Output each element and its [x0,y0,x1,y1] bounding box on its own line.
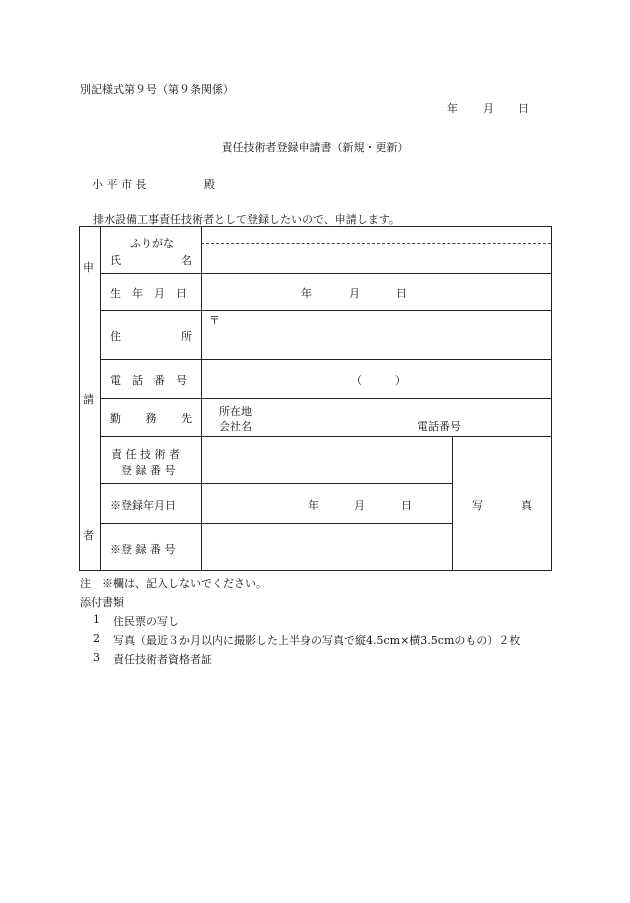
addressee-name: 小 平 市 長 [92,178,147,191]
header-date-month: 月 [483,102,494,115]
birth-day: 日 [396,287,407,300]
addressee-honorific: 殿 [204,178,215,191]
intro-text: 排水設備工事責任技術者として登録したいので、申請します。 [93,213,400,226]
name-label: 氏 名 [110,254,192,267]
application-form-table [79,226,552,571]
workplace-label: 勤 務 先 [110,412,192,425]
reg-day: 日 [401,499,412,512]
form-number: 別記様式第９号（第９条関係） [80,83,234,96]
zip-mark: 〒 [209,314,220,327]
address-label: 住 所 [110,330,192,343]
photo-box-label: 写 真 [472,499,532,512]
applicant-char-1: 申 [83,261,94,274]
reg-date-label: ※登録年月日 [110,499,176,512]
attachment-text: 住民票の写し [113,615,179,628]
attachment-num: 3 [93,651,100,664]
applicant-char-2: 請 [83,393,94,406]
attachment-text: 写真（最近３か月以内に撮影した上半身の写真で縦4.5cm×横3.5cmのもの）２枚 [113,634,521,647]
attachments-heading: 添付書類 [80,596,124,609]
attachment-text: 責任技術者資格者証 [113,653,212,666]
header-date-day: 日 [518,102,529,115]
reg-year: 年 [308,499,319,512]
header-date-year: 年 [447,102,458,115]
applicant-char-3: 者 [83,529,94,542]
tech-label-1: 責 任 技 術 者 [111,448,180,461]
document-title: 責任技術者登録申請書（新規・更新） [221,141,409,154]
attachment-num: 1 [93,613,100,626]
work-location-label: 所在地 [219,405,252,418]
phone-label: 電 話 番 号 [110,374,187,387]
tech-label-2: 登 録 番 号 [121,464,176,477]
phone-area-code: （ ） [351,374,406,387]
birth-month: 月 [349,287,360,300]
reg-number-label: ※登 録 番 号 [110,543,176,556]
birth-year: 年 [301,287,312,300]
work-phone-label: 電話番号 [417,420,461,433]
attachment-num: 2 [93,632,100,645]
furigana-label: ふりがな [130,237,174,250]
reg-month: 月 [354,499,365,512]
birthdate-label: 生 年 月 日 [110,287,187,300]
note-text: 注 ※欄は、記入しないでください。 [80,577,267,590]
work-company-label: 会社名 [219,420,252,433]
